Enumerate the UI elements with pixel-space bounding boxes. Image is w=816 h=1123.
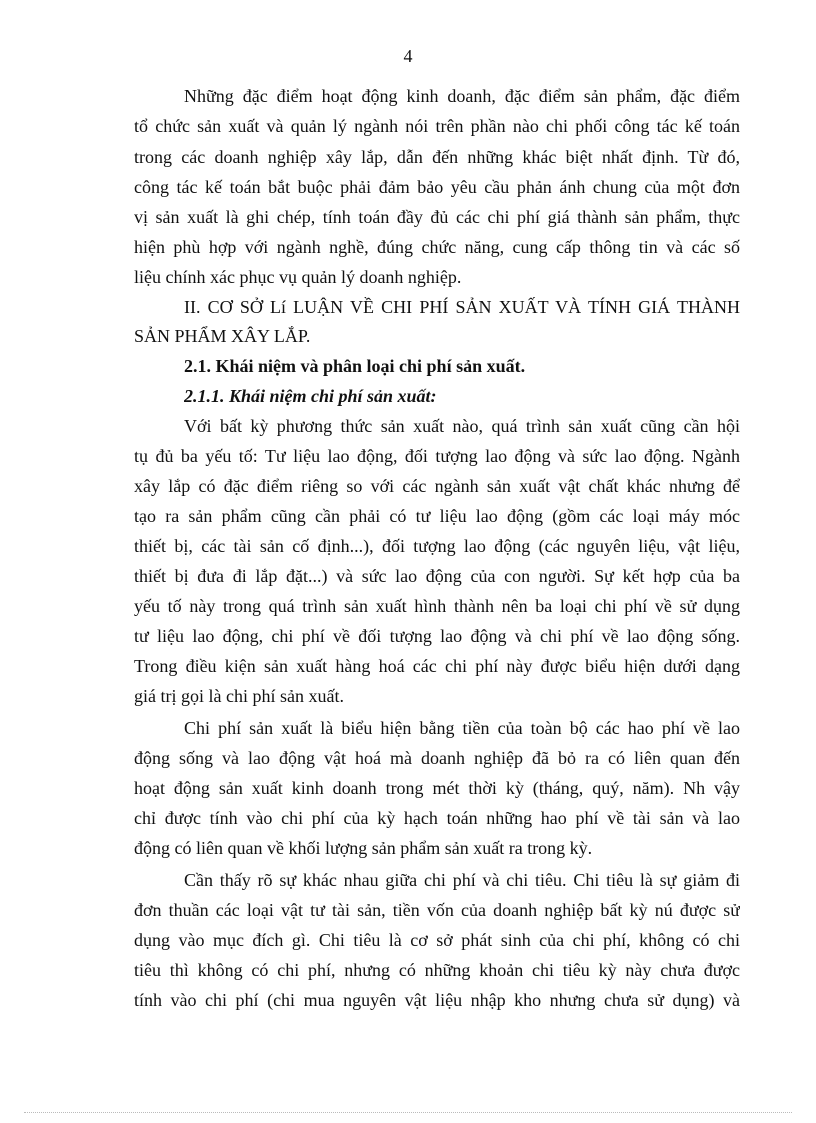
text-line: đơn thuần các loại vật tư tài sản, tiền vốn của doanh nghiệp bất kỳ nú được sử	[134, 900, 740, 920]
text-line: thiết bị đưa đi lắp đặt...) và sức lao động của con người. Sự kết hợp của ba	[134, 566, 740, 586]
text-line: giá trị gọi là chi phí sản xuất.	[134, 686, 344, 706]
subheading-2-1: 2.1. Khái niệm và phân loại chi phí sản xuất.	[184, 356, 526, 376]
text-line: Cần thấy rõ sự khác nhau giữa chi phí và chi tiêu. Chi tiêu là sự giảm đi	[184, 870, 740, 890]
page-number: 4	[403, 46, 413, 66]
text-line: Chi phí sản xuất là biểu hiện bằng tiền của toàn bộ các hao phí về lao	[184, 718, 740, 738]
text-line: tạo ra sản phẩm cũng cần phải có tư liệu lao động (gồm các loại máy móc	[134, 506, 740, 526]
text-line: dụng vào mục đích gì. Chi tiêu là cơ sở phát sinh của chi phí, không có chi	[134, 930, 740, 950]
text-line: yếu tố này trong quá trình sản xuất hình thành nên ba loại chi phí về sử dụng	[134, 596, 740, 616]
text-line: xây lắp có đặc điểm riêng so với các ngành sản xuất vật chất khác nhưng để	[134, 476, 740, 496]
text-line: tính vào chi phí (chi mua nguyên vật liệu nhập kho nhưng chưa sử dụng) và	[134, 990, 740, 1010]
text-line: thiết bị, các tài sản cố định...), đối tượng lao động (các nguyên liệu, vật liệu,	[134, 536, 740, 556]
text-line: trong các doanh nghiệp xây lắp, dẫn đến những khác biệt nhất định. Từ đó,	[134, 147, 740, 167]
text-line: chỉ được tính vào chi phí của kỳ hạch toán những hao phí về tài sản và lao	[134, 808, 740, 828]
text-line: Những đặc điểm hoạt động kinh doanh, đặc điểm sản phẩm, đặc điểm	[184, 86, 740, 106]
text-line: vị sản xuất là ghi chép, tính toán đầy đủ các chi phí giá thành sản phẩm, thực	[134, 207, 740, 227]
heading-line: II. CƠ SỞ Lí LUẬN VỀ CHI PHÍ SẢN XUẤT VÀ TÍNH GIÁ THÀNH	[184, 297, 740, 317]
text-line: tổ chức sản xuất và quản lý ngành nói trên phần nào chi phối công tác kế toán	[134, 116, 740, 136]
text-line: hiện phù hợp với ngành nghề, đúng chức năng, cung cấp thông tin và các số	[134, 237, 740, 257]
text-line: Trong điều kiện sản xuất hàng hoá các chi phí này được biểu hiện dưới dạng	[134, 656, 740, 676]
text-line: công tác kế toán bắt buộc phải đảm bảo yêu cầu phản ánh chung của một đơn	[134, 177, 740, 197]
page-bottom-divider	[24, 1112, 792, 1113]
text-line: tiêu thì không có chi phí, nhưng có những khoản chi tiêu kỳ này chưa được	[134, 960, 740, 980]
text-line: liệu chính xác phục vụ quản lý doanh nghiệp.	[134, 267, 462, 287]
text-line: Với bất kỳ phương thức sản xuất nào, quá trình sản xuất cũng cần hội	[184, 416, 740, 436]
text-line: động có liên quan về khối lượng sản phẩm sản xuất ra trong kỳ.	[134, 838, 593, 858]
text-line: hoạt động sản xuất kinh doanh trong mét thời kỳ (tháng, quý, năm). Nh vậy	[134, 778, 740, 798]
text-line: tư liệu lao động, chi phí về đối tượng lao động và chi phí về lao động sống.	[134, 626, 740, 646]
text-line: tụ đủ ba yếu tố: Tư liệu lao động, đối tượng lao động và sức lao động. Ngành	[134, 446, 740, 466]
text-line: động sống và lao động vật hoá mà doanh nghiệp đã bỏ ra có liên quan đến	[134, 748, 740, 768]
subheading-2-1-1: 2.1.1. Khái niệm chi phí sản xuất:	[184, 386, 437, 406]
heading-line: SẢN PHẨM XÂY LẮP.	[134, 326, 311, 346]
